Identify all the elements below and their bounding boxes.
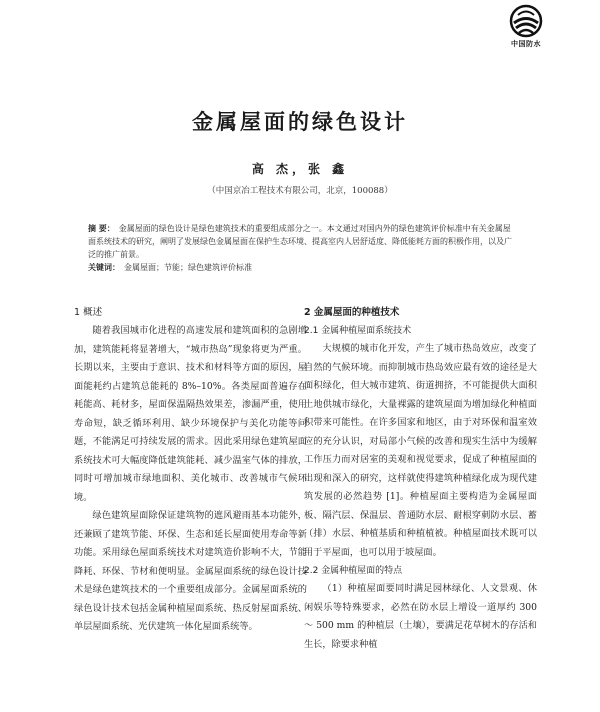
paragraph: 随着我国城市化进程的高速发展和建筑面积的急剧增加，建筑能耗将显著增大，“城市热岛”现象将更为严重。长期以来，主要由于意识、技术和材料等方面的原因，屋面能耗约占建筑总能耗的 8%–10%。各类屋面普遍存在耗能高、耗材多，屋面保温隔热效果差，渗漏严重，使用寿命短，缺乏循环利用、缺少环境保护与美化功能等问题，不能满足可持续发展的需求。因此采用绿色建筑屋面系统技术可大幅度降低建筑能耗、减少温室气体的排放，同时可增加城市绿地面积、美化城市、改善城市气候环境。	[74, 325, 307, 503]
subsection-heading: 2.1 金属种植屋面系统技术	[304, 326, 412, 336]
section-heading: 1 概述	[74, 307, 103, 318]
left-column	[74, 304, 307, 637]
keywords-label: 关键词：	[88, 263, 120, 272]
paragraph: （1）种植屋面要同时满足园林绿化、人文景观、休闲娱乐等特殊要求，必然在防水层上增设一道厚约 300 ～ 500 mm 的种植层（土壤），要满足花草树木的存活和生长，除要求种植	[304, 583, 537, 650]
paper-title: 金属屋面的绿色设计	[192, 110, 408, 134]
abstract-block	[88, 222, 516, 274]
journal-logo	[493, 4, 559, 54]
right-column	[304, 304, 537, 654]
paragraph: 大规模的城市化开发，产生了城市热岛效应，改变了自然的气候环境。而抑制城市热岛效应最有效的途径是大面积绿化，但大城市建筑、街道拥挤，不可能提供大面积土地供城市绿化，大量裸露的建筑屋面为增加绿化种植面积带来可能性。在许多国家和地区，由于对环保和温室效应的充分认识，对局部小气候的改善和现实生活中为缓解工作压力而对居室的美观和视觉要求，促成了种植屋面的出现和深入的研究，这样就使得建筑种植绿化成为现代建筑发展的必然趋势 [1]。种植屋面主要构造为金属屋面板、隔汽层、保温层、普通防水层、耐根穿刺防水层、蓄（排）水层、种植基质和种植植被。种植屋面技术既可以用于平屋面，也可以用于坡屋面。	[304, 343, 537, 558]
section-heading: 2 金属屋面的种植技术	[304, 307, 400, 318]
affiliation: （中国京冶工程技术有限公司，北京，100088）	[207, 186, 393, 196]
keywords	[88, 261, 516, 274]
abstract	[88, 222, 516, 261]
journal-emblem-icon	[509, 4, 543, 38]
journal-name: 中国防水	[511, 40, 541, 48]
authors: 高 杰，张 鑫	[251, 162, 349, 176]
abstract-label: 摘 要：	[88, 224, 115, 233]
abstract-text: 金属屋面的绿色设计是绿色建筑技术的重要组成部分之一。本文通过对国内外的绿色建筑评价标准中有关金属屋面系统技术的研究，阐明了发展绿色金属屋面在保护生态环境、提高室内人居舒适度、降低能耗方面的积极作用，以及广泛的推广前景。	[88, 224, 512, 259]
keywords-text: 金属屋面；节能；绿色建筑评价标准	[124, 263, 252, 272]
subsection-heading: 2.2 金属种植屋面的特点	[304, 566, 403, 576]
paragraph: 绿色建筑屋面除保证建筑物的遮风避雨基本功能外，还兼顾了建筑节能、环保、生态和延长屋面使用寿命等新功能。采用绿色屋面系统技术对建筑造价影响不大，节能降耗、环保、节材和便明显。金属屋面系统的绿色设计技术是绿色建筑技术的一个重要组成部分。金属屋面系统的绿色设计技术包括金属种植屋面系统、热反射屋面系统、单层屋面系统、光伏建筑一体化屋面系统等。	[74, 510, 307, 632]
